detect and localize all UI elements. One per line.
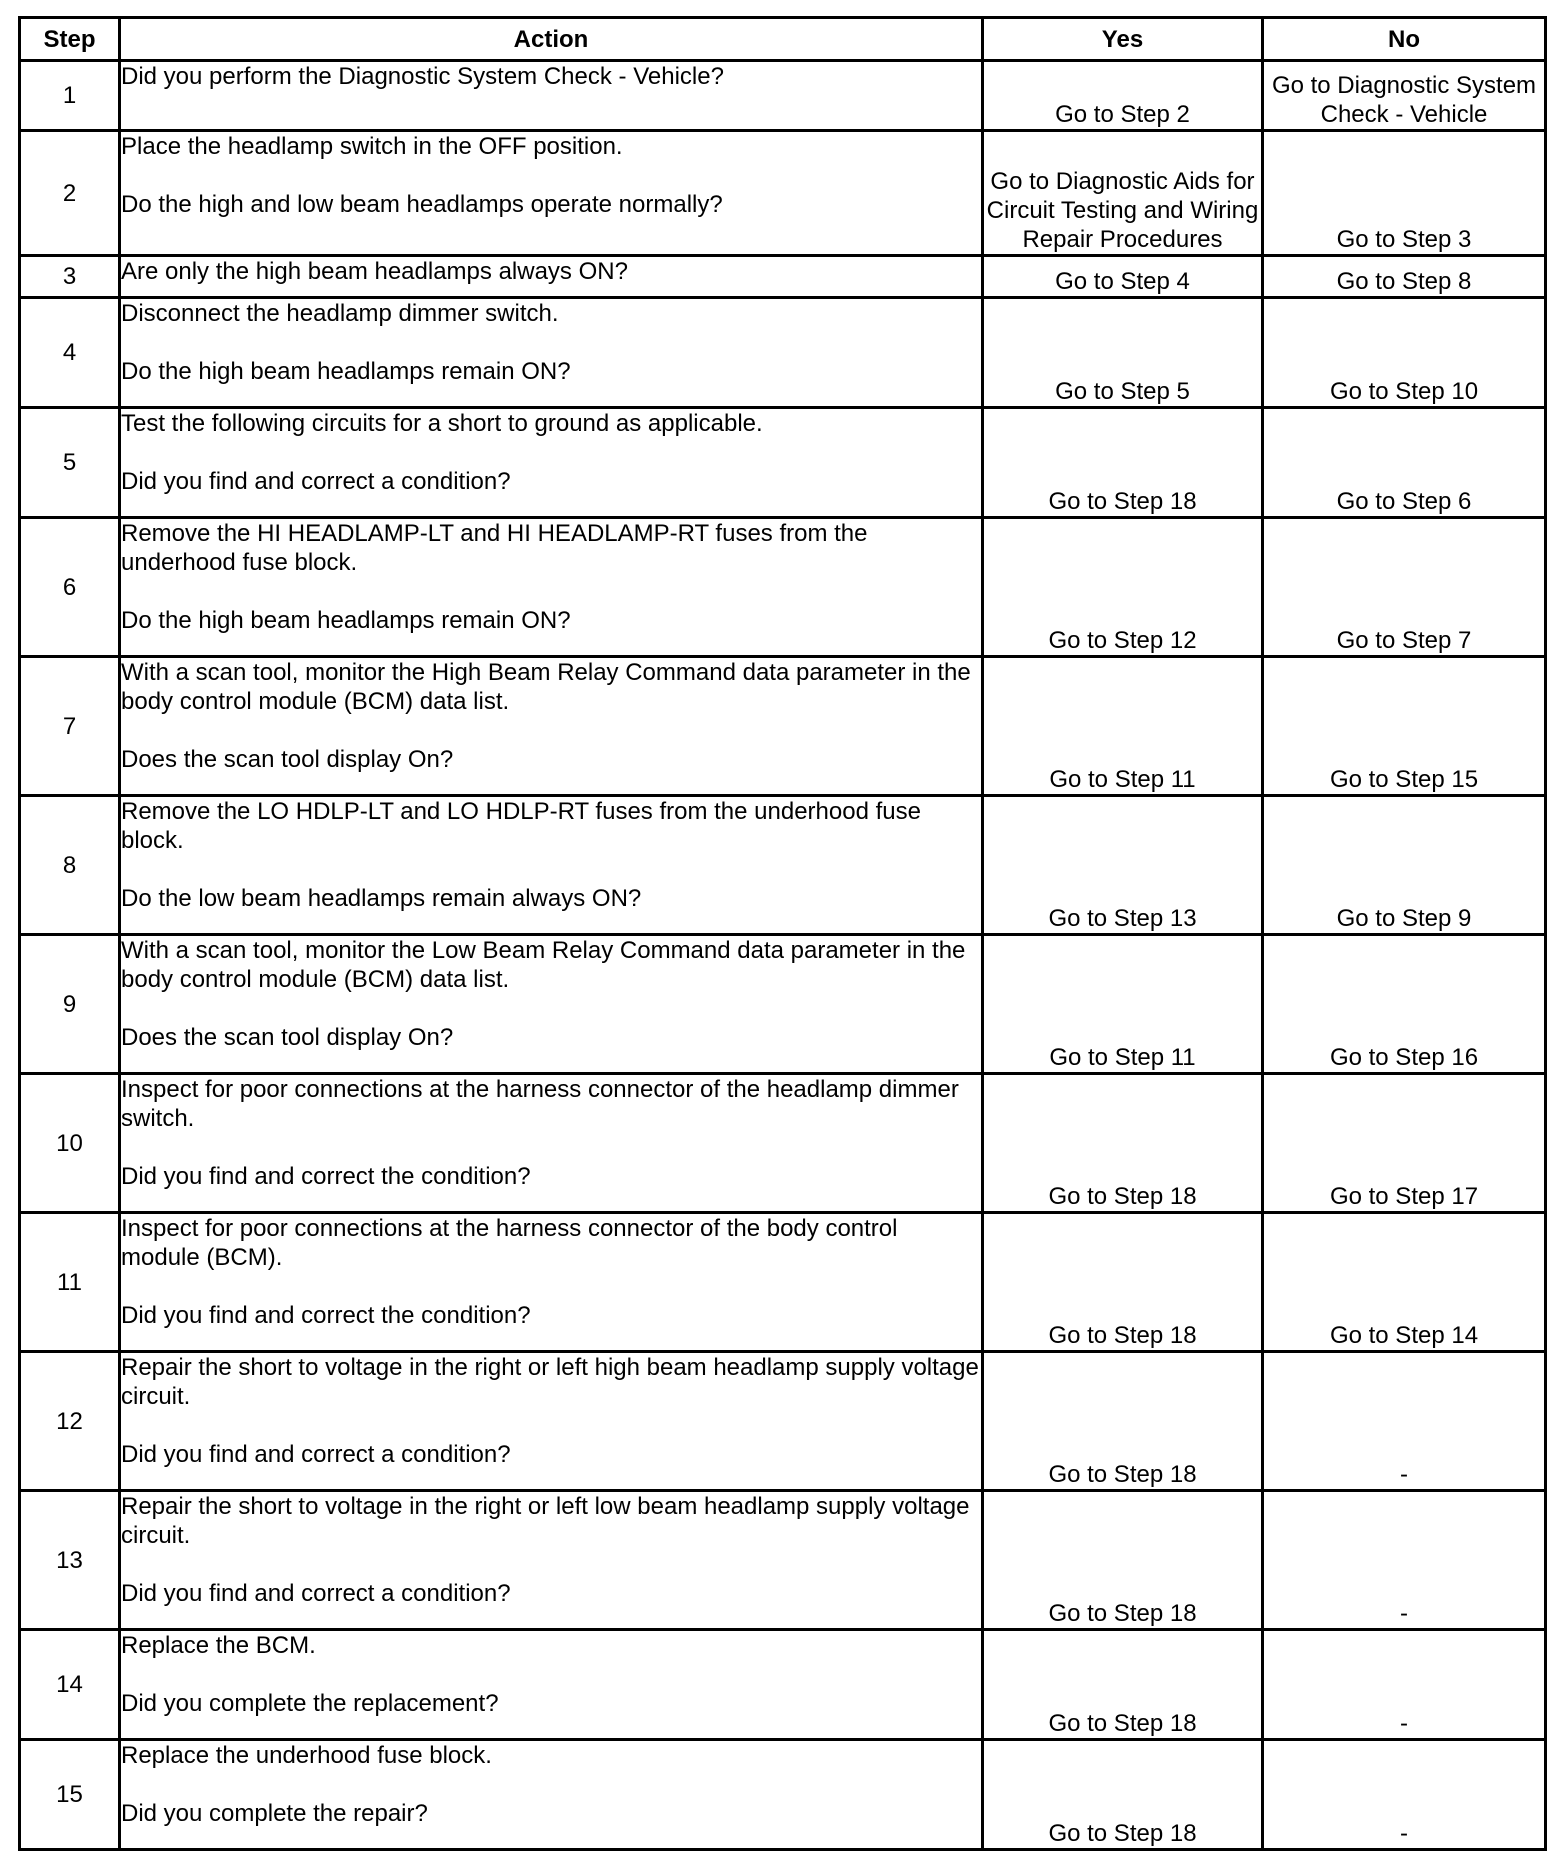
- table-row: [20, 408, 1546, 518]
- action-instruction: Replace the underhood fuse block.: [121, 1742, 492, 1769]
- yes-result-text: Go to Step 18: [1048, 488, 1197, 515]
- table-row: [20, 61, 1546, 131]
- action-cell: [120, 657, 983, 796]
- yes-result-text: Go to Step 11: [1049, 1044, 1196, 1071]
- diagnostic-table-container: [18, 16, 1547, 1851]
- header-action: Action: [120, 18, 983, 61]
- yes-result: [983, 518, 1263, 657]
- no-result: [1263, 1491, 1546, 1630]
- no-result: [1263, 1352, 1546, 1491]
- action-question: Do the high and low beam headlamps operate normally?: [121, 191, 723, 218]
- yes-result: [983, 131, 1263, 256]
- table-row: [20, 256, 1546, 298]
- step-number: 9: [20, 935, 120, 1074]
- table-row: [20, 1491, 1546, 1630]
- action-instruction: With a scan tool, monitor the Low Beam Relay Command data parameter in the body control module (BCM) data list.: [121, 937, 966, 993]
- yes-result: [983, 657, 1263, 796]
- no-result: [1263, 408, 1546, 518]
- table-row: [20, 657, 1546, 796]
- action-instruction: Remove the HI HEADLAMP-LT and HI HEADLAMP-RT fuses from the underhood fuse block.: [121, 520, 868, 576]
- action-question: Does the scan tool display On?: [121, 1024, 454, 1051]
- action-instruction: Place the headlamp switch in the OFF position.: [121, 133, 623, 160]
- table-header-row: [20, 18, 1546, 61]
- action-question: Are only the high beam headlamps always ON?: [121, 258, 628, 285]
- no-result-text: Go to Step 16: [1329, 1044, 1479, 1071]
- yes-result: [983, 256, 1263, 298]
- action-instruction: Repair the short to voltage in the right or left low beam headlamp supply voltage circuit.: [121, 1493, 970, 1549]
- yes-result: [983, 408, 1263, 518]
- no-result: [1263, 1074, 1546, 1213]
- action-question: Did you find and correct a condition?: [121, 468, 511, 495]
- step-number: 7: [20, 657, 120, 796]
- yes-result-text: Go to Step 12: [1048, 627, 1197, 654]
- no-result: [1263, 256, 1546, 298]
- action-cell: [120, 1213, 983, 1352]
- no-result: [1263, 131, 1546, 256]
- no-result-text: Go to Step 10: [1329, 378, 1479, 405]
- yes-result: [983, 796, 1263, 935]
- no-result-text: Go to Step 15: [1329, 766, 1479, 793]
- action-question: Did you complete the repair?: [121, 1800, 428, 1827]
- action-question: Did you find and correct a condition?: [121, 1580, 511, 1607]
- action-instruction: Inspect for poor connections at the harness connector of the body control module (BCM).: [121, 1215, 898, 1271]
- step-number: 14: [20, 1630, 120, 1740]
- action-question: Do the high beam headlamps remain ON?: [121, 358, 571, 385]
- no-result-text: -: [1400, 1461, 1408, 1488]
- step-number: 12: [20, 1352, 120, 1491]
- action-cell: [120, 796, 983, 935]
- action-question: Did you find and correct a condition?: [121, 1441, 511, 1468]
- action-cell: [120, 131, 983, 256]
- yes-result: [983, 1630, 1263, 1740]
- action-question: Do the low beam headlamps remain always ON?: [121, 885, 642, 912]
- table-row: [20, 1074, 1546, 1213]
- action-question: Did you perform the Diagnostic System Check - Vehicle?: [121, 63, 724, 90]
- action-instruction: Remove the LO HDLP-LT and LO HDLP-RT fuses from the underhood fuse block.: [121, 798, 921, 854]
- table-row: [20, 935, 1546, 1074]
- no-result: [1263, 796, 1546, 935]
- step-number: 3: [20, 256, 120, 298]
- action-question: Do the high beam headlamps remain ON?: [121, 607, 571, 634]
- table-row: [20, 1352, 1546, 1491]
- no-result: [1263, 298, 1546, 408]
- yes-result-text: Go to Step 18: [1048, 1600, 1197, 1627]
- header-no: No: [1263, 18, 1546, 61]
- yes-result-text: Go to Step 5: [1055, 378, 1190, 405]
- yes-result: [983, 1740, 1263, 1850]
- step-number: 10: [20, 1074, 120, 1213]
- yes-result: [983, 1491, 1263, 1630]
- step-number: 8: [20, 796, 120, 935]
- step-number: 4: [20, 298, 120, 408]
- action-cell: [120, 1491, 983, 1630]
- no-result: [1263, 1630, 1546, 1740]
- action-instruction: With a scan tool, monitor the High Beam Relay Command data parameter in the body control module (BCM) data list.: [121, 659, 971, 715]
- table-row: [20, 131, 1546, 256]
- table-row: [20, 518, 1546, 657]
- header-step: Step: [20, 18, 120, 61]
- yes-result-text: Go to Step 18: [1048, 1710, 1197, 1737]
- no-result-text: Go to Step 9: [1336, 905, 1472, 932]
- action-cell: [120, 408, 983, 518]
- step-number: 1: [20, 61, 120, 131]
- step-number: 6: [20, 518, 120, 657]
- header-yes: Yes: [983, 18, 1263, 61]
- diagnostic-table: [18, 16, 1547, 1851]
- action-instruction: Test the following circuits for a short to ground as applicable.: [121, 410, 763, 437]
- yes-result: [983, 298, 1263, 408]
- yes-result-text: Go to Step 18: [1048, 1322, 1197, 1349]
- yes-result-text: Go to Step 4: [1055, 268, 1190, 295]
- action-cell: [120, 935, 983, 1074]
- yes-result-text: Go to Step 18: [1048, 1461, 1197, 1488]
- table-row: [20, 1630, 1546, 1740]
- yes-result: [983, 61, 1263, 131]
- action-instruction: Repair the short to voltage in the right or left high beam headlamp supply voltage circuit.: [121, 1354, 979, 1410]
- yes-result-text: Go to Step 18: [1048, 1183, 1197, 1210]
- no-result-text: Go to Step 8: [1336, 268, 1472, 295]
- no-result-text: Go to Step 14: [1329, 1322, 1479, 1349]
- step-number: 15: [20, 1740, 120, 1850]
- no-result: [1263, 657, 1546, 796]
- no-result-text: -: [1400, 1820, 1408, 1847]
- yes-result: [983, 1074, 1263, 1213]
- action-cell: [120, 1630, 983, 1740]
- action-instruction: Replace the BCM.: [121, 1632, 316, 1659]
- step-number: 2: [20, 131, 120, 256]
- no-result-text: Go to Step 7: [1336, 627, 1472, 654]
- action-cell: [120, 1074, 983, 1213]
- action-question: Did you complete the replacement?: [121, 1690, 499, 1717]
- action-cell: [120, 518, 983, 657]
- yes-result-text: Go to Step 13: [1048, 905, 1197, 932]
- no-result-text: Go to Step 17: [1329, 1183, 1479, 1210]
- no-result-text: Go to Step 3: [1336, 226, 1472, 253]
- action-instruction: Disconnect the headlamp dimmer switch.: [121, 300, 559, 327]
- action-cell: [120, 298, 983, 408]
- table-row: [20, 1213, 1546, 1352]
- action-cell: [120, 256, 983, 298]
- step-number: 5: [20, 408, 120, 518]
- no-result-text: -: [1400, 1600, 1408, 1627]
- action-cell: [120, 1740, 983, 1850]
- no-result: [1263, 935, 1546, 1074]
- table-row: [20, 298, 1546, 408]
- table-row: [20, 1740, 1546, 1850]
- no-result-text: Go to Diagnostic System Check - Vehicle: [1271, 72, 1537, 128]
- yes-result-text: Go to Diagnostic Aids for Circuit Testing and Wiring Repair Procedures: [986, 168, 1259, 253]
- yes-result-text: Go to Step 18: [1048, 1820, 1197, 1847]
- no-result: [1263, 61, 1546, 131]
- action-cell: [120, 61, 983, 131]
- step-number: 13: [20, 1491, 120, 1630]
- no-result: [1263, 1740, 1546, 1850]
- action-question: Does the scan tool display On?: [121, 746, 454, 773]
- yes-result: [983, 1352, 1263, 1491]
- action-instruction: Inspect for poor connections at the harness connector of the headlamp dimmer switch.: [121, 1076, 959, 1132]
- yes-result-text: Go to Step 2: [1055, 101, 1190, 128]
- no-result-text: -: [1400, 1710, 1408, 1737]
- yes-result-text: Go to Step 11: [1049, 766, 1196, 793]
- no-result-text: Go to Step 6: [1336, 488, 1472, 515]
- action-cell: [120, 1352, 983, 1491]
- no-result: [1263, 518, 1546, 657]
- action-question: Did you find and correct the condition?: [121, 1163, 531, 1190]
- yes-result: [983, 1213, 1263, 1352]
- table-row: [20, 796, 1546, 935]
- yes-result: [983, 935, 1263, 1074]
- action-question: Did you find and correct the condition?: [121, 1302, 531, 1329]
- no-result: [1263, 1213, 1546, 1352]
- step-number: 11: [20, 1213, 120, 1352]
